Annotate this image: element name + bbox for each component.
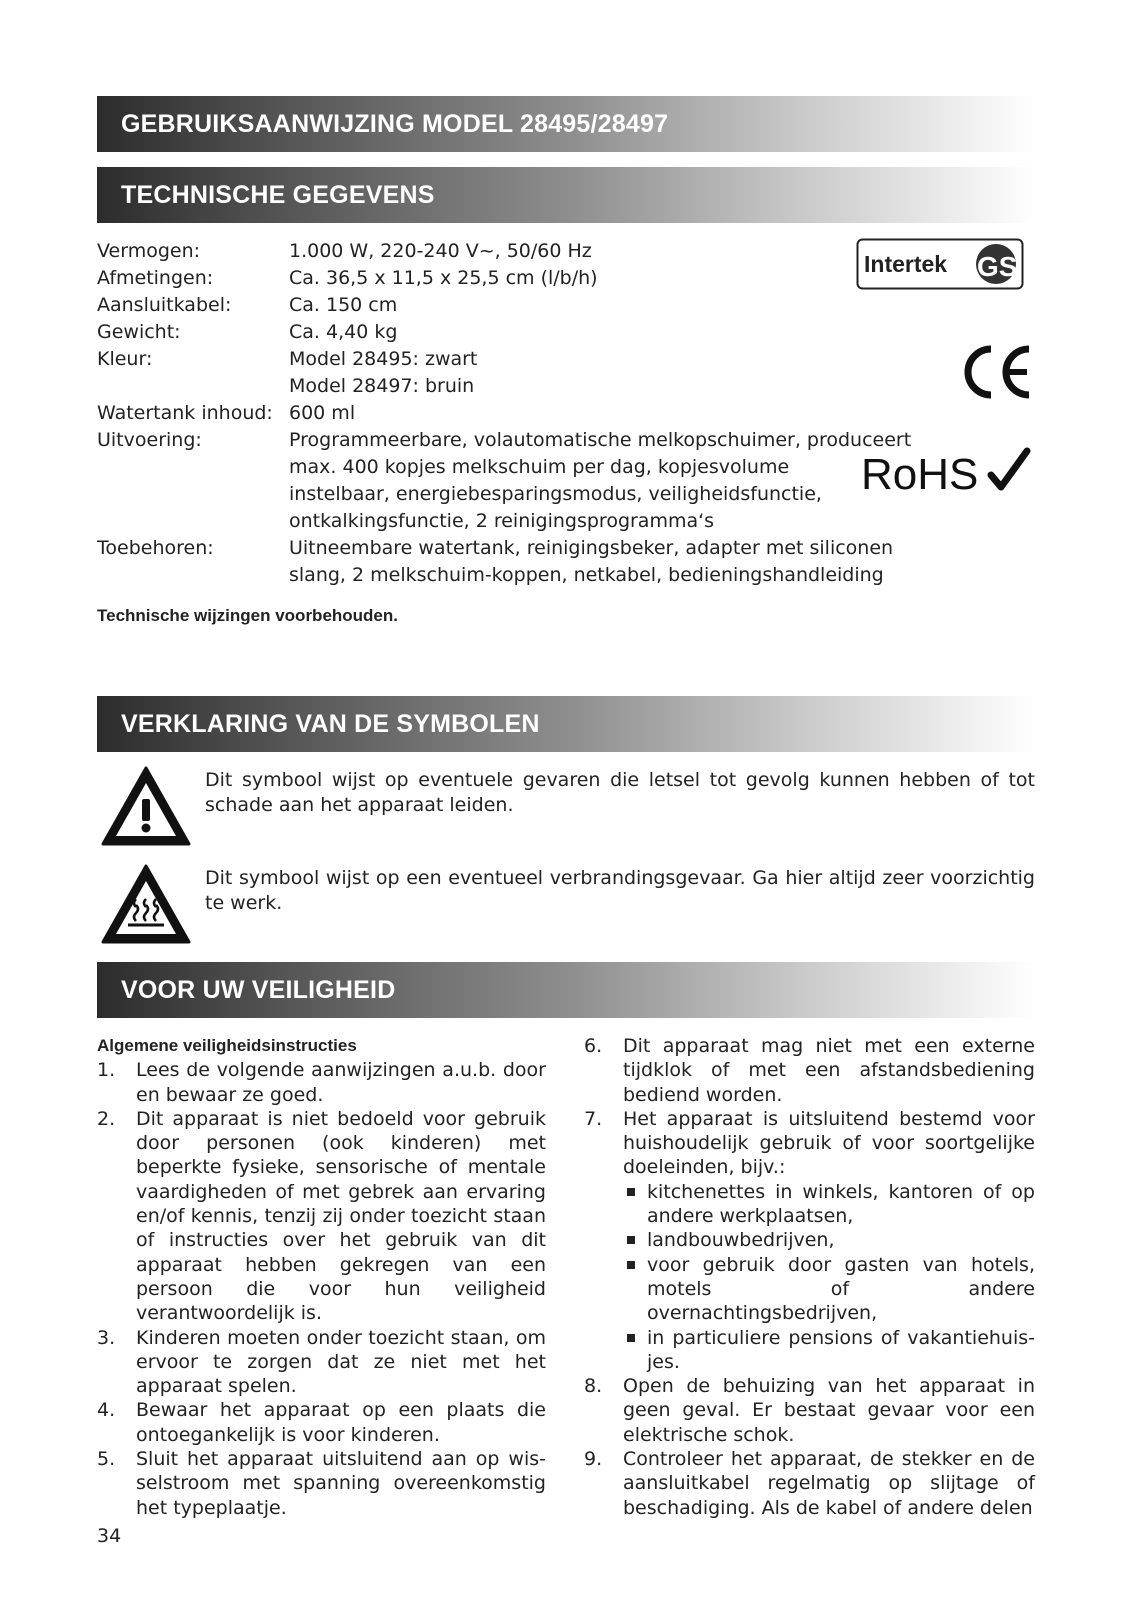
safety-subheading: Algemene veiligheidsinstructies (97, 1036, 357, 1055)
list-text: Controleer het apparaat, de stekker en de aansluitkabel regelmatig op slijtage of beschadiging. Als de kabel of andere delen (623, 1448, 1035, 1519)
spec-label: Kleur: (97, 348, 153, 370)
rohs-logo (859, 447, 1034, 497)
safety-column-left (97, 1034, 546, 1520)
warning-triangle-icon (100, 765, 192, 847)
spec-label: Watertank inhoud: (97, 402, 273, 424)
bullet-item (623, 1326, 1035, 1375)
safety-column-right (584, 1034, 1035, 1520)
bullet-square-icon (627, 1188, 635, 1196)
spec-value: max. 400 kopjes melkschuim per dag, kopjesvolume (289, 456, 790, 478)
list-item (584, 1034, 1035, 1107)
list-number: 5. (97, 1448, 116, 1471)
section-heading-tech: TECHNISCHE GEGEVENS (97, 167, 1035, 223)
bullet-square-icon (627, 1334, 635, 1342)
page-number: 34 (97, 1525, 122, 1547)
spec-label: Afmetingen: (97, 267, 214, 289)
bullet-text: landbouwbedrijven, (647, 1229, 835, 1252)
rohs-text: RoHS (861, 450, 979, 497)
list-number: 9. (584, 1448, 603, 1471)
spec-value: Ca. 36,5 x 11,5 x 25,5 cm (l/b/h) (289, 267, 598, 289)
list-text: Dit apparaat is niet bedoeld voor gebruik door personen (ook kinderen) met beperkte fysieke, sensorische of mentale vaardigheden of met gebrek aan ervaring en/of kennis, tenzij zij onder toezicht staan of instructies over het gebruik van dit apparaat hebben gekregen van een persoon die voor hun veiligheid verantwoordelijk is. (136, 1107, 546, 1325)
symbol-description: Dit symbool wijst op een eventueel verbrandingsgevaar. Ga hier altijd zeer voorzichtig te werk. (205, 867, 1035, 914)
list-text: Bewaar het apparaat op een plaats die ontoegankelijk is voor kinderen. (136, 1399, 546, 1446)
spec-value: Model 28497: bruin (289, 375, 475, 397)
list-item (97, 1058, 546, 1107)
list-item (584, 1107, 1035, 1374)
bullet-item (623, 1228, 1035, 1252)
list-number: 3. (97, 1326, 116, 1349)
list-text: Dit apparaat mag niet met een externe tijdklok of met een afstandsbediening bediend worden. (623, 1035, 1035, 1106)
bullet-item (623, 1253, 1035, 1326)
bullet-text: voor gebruik door gasten van hotels, motels of andere overnachtingsbedrijven, (647, 1253, 1035, 1325)
list-text: Sluit het apparaat uitsluitend aan op wisselstroom met spanning overeenkomstig het typeplaatje. (136, 1448, 546, 1519)
list-number: 7. (584, 1107, 603, 1130)
list-text: Open de behuizing van het apparaat in geen geval. Er bestaat gevaar voor een elektrische schok. (623, 1375, 1035, 1446)
spec-label: Toebehoren: (97, 537, 214, 559)
list-item (584, 1447, 1035, 1520)
list-number: 8. (584, 1375, 603, 1398)
gs-text: GS (977, 251, 1018, 282)
spec-value: Uitneembare watertank, reinigingsbeker, adapter met siliconen (289, 537, 894, 559)
spec-value: 1.000 W, 220-240 V~, 50/60 Hz (289, 240, 592, 262)
bullet-item (623, 1180, 1035, 1229)
manual-title: GEBRUIKSAANWIJZING MODEL 28495/28497 (97, 96, 1035, 152)
spec-value: instelbaar, energiebesparingsmodus, veiligheidsfunctie, (289, 483, 822, 505)
hot-surface-icon (100, 863, 192, 945)
list-number: 1. (97, 1059, 116, 1082)
list-number: 4. (97, 1399, 116, 1422)
symbol-description: Dit symbool wijst op eventuele gevaren die letsel tot gevolg kunnen hebben of tot schade aan het apparaat leiden. (205, 769, 1035, 816)
spec-label: Uitvoering: (97, 429, 202, 451)
bullet-text: in particuliere pensions of vakantiehuisjes. (647, 1326, 1035, 1373)
spec-value: slang, 2 melkschuim-koppen, netkabel, bedieningshandleiding (289, 564, 884, 586)
intertek-gs-logo (856, 238, 1024, 290)
spec-value: ontkalkingsfunctie, 2 reinigingsprogramma‘s (289, 510, 715, 532)
list-item (584, 1374, 1035, 1447)
section-heading-safety: VOOR UW VEILIGHEID (97, 962, 1035, 1018)
list-text: Kinderen moeten onder toezicht staan, om ervoor te zorgen dat ze niet met het apparaat spelen. (136, 1326, 546, 1398)
bullet-text: kitchenettes in winkels, kantoren of op andere werkplaatsen, (647, 1180, 1035, 1228)
spec-value: Ca. 4,40 kg (289, 321, 398, 343)
spec-value: 600 ml (289, 402, 356, 424)
list-item (97, 1326, 546, 1399)
spec-label: Aansluitkabel: (97, 294, 232, 316)
spec-label: Gewicht: (97, 321, 181, 343)
list-item (97, 1107, 546, 1326)
list-number: 2. (97, 1107, 116, 1130)
intertek-text: Intertek (864, 251, 948, 277)
list-item (97, 1447, 546, 1520)
spec-value: Ca. 150 cm (289, 294, 398, 316)
spec-value: Programmeerbare, volautomatische melkopschuimer, produceert (289, 429, 912, 451)
technical-note: Technische wijzingen voorbehouden. (97, 606, 398, 625)
bullet-square-icon (627, 1236, 635, 1244)
list-item (97, 1398, 546, 1447)
spec-value: Model 28495: zwart (289, 348, 478, 370)
list-text: Lees de volgende aanwijzingen a.u.b. door en bewaar ze goed. (136, 1059, 546, 1106)
section-heading-symbols: VERKLARING VAN DE SYMBOLEN (97, 696, 1035, 752)
list-text: Het apparaat is uitsluitend bestemd voor huishoudelijk gebruik of voor soortgelijke doeleinden, bijv.: (623, 1107, 1035, 1179)
list-number: 6. (584, 1035, 603, 1057)
spec-label: Vermogen: (97, 240, 201, 262)
bullet-square-icon (627, 1261, 635, 1269)
ce-mark-icon (955, 342, 1035, 402)
